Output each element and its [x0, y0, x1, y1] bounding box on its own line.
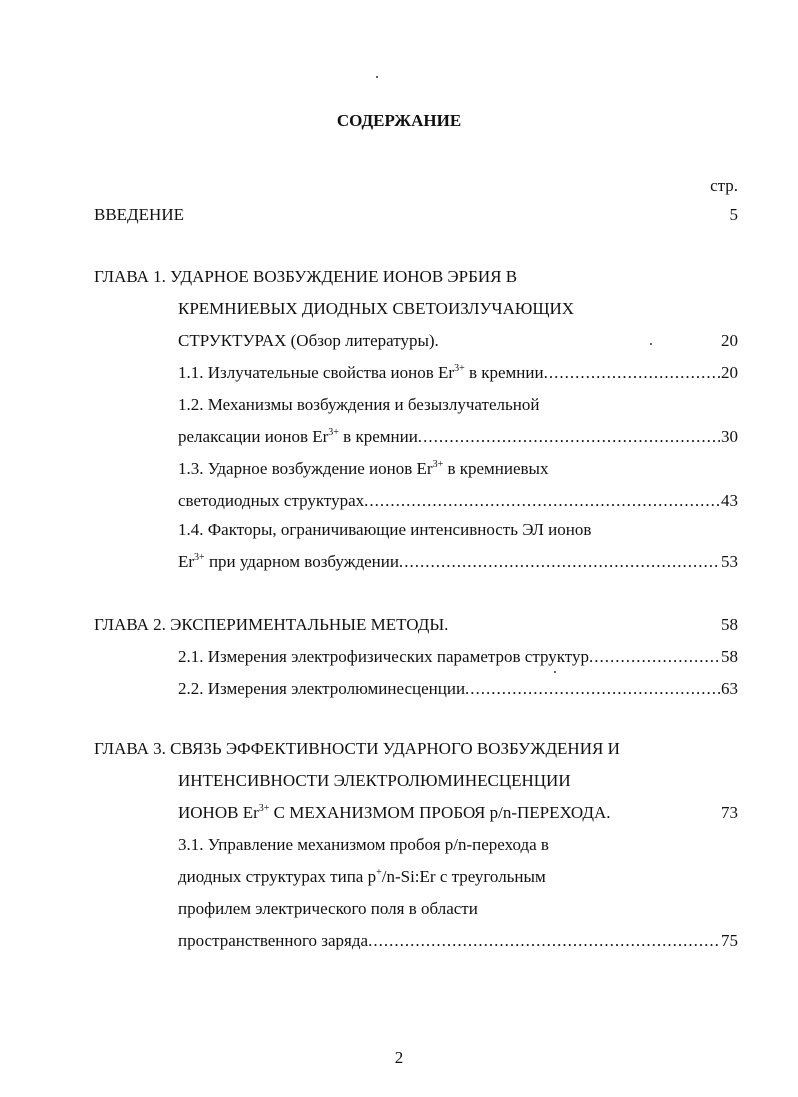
- toc-section-1-4[interactable]: [178, 551, 738, 573]
- toc-chapter-1-line1[interactable]: [94, 266, 738, 288]
- toc-chapter-2[interactable]: [94, 614, 738, 636]
- toc-entry-intro[interactable]: [94, 204, 738, 226]
- toc-label: 1.3. Ударное возбуждение ионов $Er^{3+}$ в кремниевых: [178, 459, 549, 478]
- toc-page: 20: [721, 331, 738, 350]
- dot-leader: [549, 362, 720, 384]
- toc-page: 5: [729, 205, 738, 224]
- toc-page: 30: [721, 427, 738, 446]
- toc-label: $Er^{3+}$ при ударном возбуждении.: [178, 552, 404, 571]
- toc-page: 20: [721, 363, 738, 382]
- toc-label: профилем электрического поля в области: [178, 899, 478, 918]
- toc-chapter-1-line3[interactable]: [178, 330, 738, 352]
- toc-section-1-2[interactable]: [178, 426, 738, 448]
- scan-speck: [554, 671, 556, 673]
- page-column-header: стр.: [710, 176, 738, 195]
- toc-label: 1.2. Механизмы возбуждения и безызлучательной: [178, 395, 540, 414]
- toc-label: релаксации ионов $Er^{3+}$ в кремнии.: [178, 427, 423, 446]
- toc-label: 2.1. Измерения электрофизических параметров структур.: [178, 647, 594, 666]
- toc-label: ИОНОВ $Er^{3+}$ С МЕХАНИЗМОМ ПРОБОЯ p/n-ПЕРЕХОДА.: [178, 803, 611, 822]
- toc-section-1-2-line1: [178, 394, 738, 416]
- toc-section-2-1[interactable]: [178, 646, 738, 668]
- dot-leader: [423, 426, 720, 448]
- toc-label: 2.2. Измерения электролюминесценции.: [178, 679, 470, 698]
- toc-label: ГЛАВА 3. СВЯЗЬ ЭФФЕКТИВНОСТИ УДАРНОГО ВОЗБУЖДЕНИЯ И: [94, 739, 620, 758]
- toc-section-3-1-line3: [178, 898, 738, 920]
- toc-page: 43: [721, 491, 738, 510]
- dot-leader: [594, 646, 720, 668]
- dot-leader: [404, 551, 720, 573]
- toc-section-1-1[interactable]: [178, 362, 738, 384]
- toc-label: ИНТЕНСИВНОСТИ ЭЛЕКТРОЛЮМИНЕСЦЕНЦИИ: [178, 771, 571, 790]
- toc-section-3-1-line1: [178, 834, 738, 856]
- toc-section-1-4-line1: [178, 519, 738, 541]
- toc-chapter-3-line2: [178, 770, 738, 792]
- toc-label: 3.1. Управление механизмом пробоя p/n-перехода в: [178, 835, 549, 854]
- toc-label: ГЛАВА 2. ЭКСПЕРИМЕНТАЛЬНЫЕ МЕТОДЫ.: [94, 615, 449, 634]
- scan-speck: [376, 76, 378, 78]
- toc-page: 75: [721, 931, 738, 950]
- toc-page: 58: [721, 647, 738, 666]
- dot-leader: [470, 678, 720, 700]
- page-title: СОДЕРЖАНИЕ: [336, 111, 462, 130]
- dot-leader: [373, 930, 720, 952]
- dot-leader: [369, 490, 720, 512]
- toc-label: КРЕМНИЕВЫХ ДИОДНЫХ СВЕТОИЗЛУЧАЮЩИХ: [178, 299, 575, 318]
- toc-section-1-3-line1: [178, 458, 738, 480]
- page-number: 2: [394, 1048, 404, 1067]
- toc-section-3-1-line2: [178, 866, 738, 888]
- toc-label: СТРУКТУРАХ (Обзор литературы).: [178, 331, 439, 350]
- toc-chapter-3-line1[interactable]: [94, 738, 738, 760]
- toc-label: пространственного заряда.: [178, 931, 373, 950]
- toc-chapter-1-line2: [178, 298, 738, 320]
- toc-section-2-2[interactable]: [178, 678, 738, 700]
- toc-chapter-3-line3[interactable]: [178, 802, 738, 824]
- toc-section-3-1[interactable]: [178, 930, 738, 952]
- toc-label: ВВЕДЕНИЕ: [94, 205, 184, 224]
- toc-page: 53: [721, 552, 738, 571]
- toc-page: 73: [721, 803, 738, 822]
- toc-label: ГЛАВА 1. УДАРНОЕ ВОЗБУЖДЕНИЕ ИОНОВ ЭРБИЯ В: [94, 267, 518, 286]
- toc-page: 58: [721, 615, 738, 634]
- toc-label: светодиодных структурах.: [178, 491, 369, 510]
- toc-page: 63: [721, 679, 738, 698]
- toc-label: 1.1. Излучательные свойства ионов $Er^{3+}$ в кремнии.: [178, 363, 548, 382]
- toc-label: 1.4. Факторы, ограничивающие интенсивность ЭЛ ионов: [178, 520, 592, 539]
- toc-section-1-3[interactable]: [178, 490, 738, 512]
- toc-label: диодных структурах типа p+/n-Si:Er с треугольным: [178, 867, 546, 886]
